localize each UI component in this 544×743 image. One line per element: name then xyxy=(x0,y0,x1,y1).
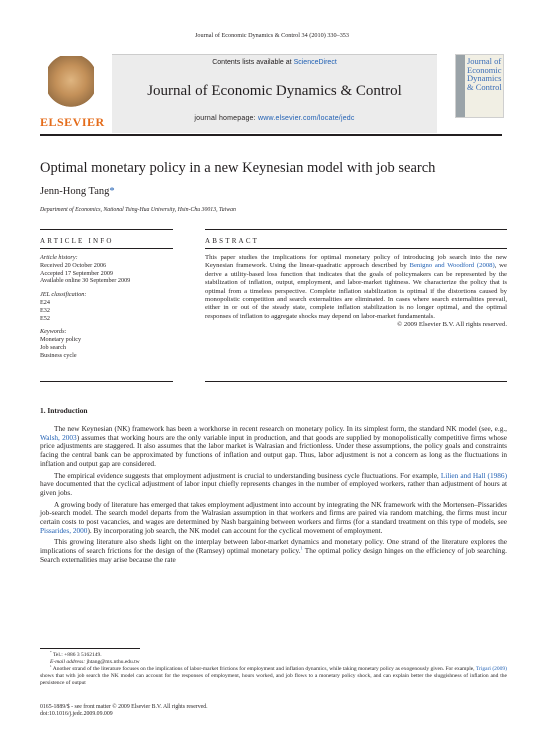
homepage-link[interactable]: www.elsevier.com/locate/jedc xyxy=(257,115,355,122)
text: This growing literature also sheds light on the interplay between labor-market dynamics and monetary policy. One strand of the literature explores the implications of search frictions for the design of the (Ramsey) optimal monetary policy. xyxy=(40,537,507,556)
text: ) assumes that working hours are the only variable input in production, and that goods are supplied by monopolistically competitive firms whose price adjustments are staggered. It also assumes that the labor market is Walrasian and frictionless. Under these assumptions, the policy goals and constraints facing the central bank can be approximated by functions of inflation and output gap. Thus, labor adjustment is not a concern as long as the fluctuations in inflation and output gap are considered. xyxy=(40,432,507,468)
text: The optimal policy design hinges on the efficiency of job searching. Search externalities may arise because the rate xyxy=(40,546,507,564)
author-line xyxy=(40,186,115,197)
footnote-star xyxy=(40,652,507,659)
journal-title: Journal of Economic Dynamics & Control xyxy=(147,83,402,99)
info-rule-bottom xyxy=(40,381,173,382)
issn-line: 0165-1889/$ - see front matter © 2009 Elsevier B.V. All rights reserved. xyxy=(40,704,208,710)
abstract-text: This paper studies the implications for optimal monetary policy of introducing job search into the new Keynesian framework. Using the linear-quadratic approach described by xyxy=(205,254,507,270)
contents-line xyxy=(112,59,437,66)
affiliation: Department of Economics, National Tsing-Hua University, Hsin-Chu 30013, Taiwan xyxy=(40,207,236,213)
author-name: Jenn-Hong Tang xyxy=(40,186,110,197)
footnotes xyxy=(40,652,507,687)
footnote-mark: 1 xyxy=(50,664,52,669)
email-address[interactable]: jhtang@mx.nthu.edu.tw xyxy=(86,659,140,665)
jel-code: E32 xyxy=(40,306,50,314)
info-rule-mid xyxy=(40,248,173,249)
citation-link[interactable]: Walsh, 2003 xyxy=(40,432,77,442)
email-label: E-mail address: xyxy=(50,659,86,665)
elsevier-tree-icon xyxy=(48,56,94,110)
introduction-body xyxy=(40,425,507,568)
footnote-rule xyxy=(40,648,140,649)
text: Another strand of the literature focuses on the implications of labor-market frictions for employment and inflation dynamics, while taking monetary policy as exogenously given. For example, xyxy=(52,666,475,672)
abstract-rule-mid xyxy=(205,248,507,249)
journal-cover-thumbnail[interactable] xyxy=(455,54,504,118)
sciencedirect-link[interactable]: ScienceDirect xyxy=(293,59,337,66)
paragraph xyxy=(40,501,507,536)
article-info-heading: ARTICLE INFO xyxy=(40,237,114,245)
footnote-1 xyxy=(40,666,507,687)
history-online: Available online 30 September 2009 xyxy=(40,277,131,285)
citation-link[interactable]: Pissarides, 2000 xyxy=(40,525,88,535)
text: shows that with job search the NK model can account for the responses of employment, hours worked, and job flows to a monetary policy shock, and can explain better the sluggishness of inflation and the persistence of output xyxy=(40,673,507,686)
text: The new Keynesian (NK) framework has been a workhorse in recent research on monetary policy. In its simplest form, the standard NK model (see, e.g., xyxy=(54,424,507,433)
keyword: Business cycle xyxy=(40,351,77,359)
text: ). By incorporating job search, the NK model can account for the cyclical movement of employment. xyxy=(87,525,383,535)
jel-code: E52 xyxy=(40,314,50,322)
history-received: Received 20 October 2006 xyxy=(40,261,107,269)
abstract-rule-top xyxy=(205,229,507,230)
history-label: Article history: xyxy=(40,254,78,261)
article-info xyxy=(40,254,173,360)
paragraph xyxy=(40,425,507,469)
history-accepted: Accepted 17 September 2009 xyxy=(40,269,114,277)
issn-block xyxy=(40,704,208,718)
jel-label: JEL classification: xyxy=(40,291,87,299)
footnote-mark: * xyxy=(50,650,52,655)
text: have documented that the cyclical adjustment of labor input chiefly represents changes in the number of employed workers, rather than adjustment of hours at given jobs. xyxy=(40,479,507,497)
abstract-copyright: © 2009 Elsevier B.V. All rights reserved. xyxy=(397,321,507,329)
masthead-rule xyxy=(40,134,502,136)
homepage-prefix: journal homepage: xyxy=(194,115,256,122)
abstract-body xyxy=(205,254,507,330)
masthead xyxy=(40,54,502,132)
masthead-banner xyxy=(112,54,437,133)
citation-link[interactable]: Trigari (2009) xyxy=(475,666,507,672)
jel-code: E24 xyxy=(40,298,50,306)
cover-band xyxy=(456,55,465,117)
text: The empirical evidence suggests that employment adjustment is crucial to understanding business cycle fluctuations. For example, xyxy=(54,470,439,480)
abstract-heading: ABSTRACT xyxy=(205,237,260,245)
section-heading-introduction: 1. Introduction xyxy=(40,406,88,415)
elsevier-logo[interactable] xyxy=(40,56,105,130)
paragraph xyxy=(40,538,507,564)
author-footnote-link[interactable]: * xyxy=(109,186,115,197)
footnote-link[interactable]: 1 xyxy=(300,545,303,551)
keywords-label: Keywords: xyxy=(40,328,67,336)
text: A growing body of literature has emerged that takes employment adjustment into account by integrating the NK framework with the Mortensen–Pissarides job-search model. The search model departs from the Walrasian assumption in that workers and firms are paired via random matching, the firms must incur certain costs to post vacancies, and wages are determined by Nash bargaining between workers and firms (for a standard treatment on this type of models, see xyxy=(40,499,507,527)
journal-reference: Journal of Economic Dynamics & Control 34 (2010) 330–353 xyxy=(195,32,349,39)
abstract-text: , we derive a utility-based loss function that indicates that the goals of policymakers can be represented by the stabilization of inflation, output, employment, and labor-market tightness. We characterize the policy that is optimal from a timeless perspective. Complete inflation stabilization is optimal if the distortions caused by monopolistic competition and search externalities are eliminated. In cases where search externalities prevail, either in or out of the steady state, complete inflation stabilization is no longer optimal, and the optimal responses of inflation to aggregate shocks may depend on labor-market fundamentals. xyxy=(205,262,507,320)
keyword: Job search xyxy=(40,343,66,351)
info-rule-top xyxy=(40,229,173,230)
cover-title: Journal of Economic Dynamics & Control xyxy=(467,56,502,92)
publisher-name: ELSEVIER xyxy=(40,115,105,129)
article-title: Optimal monetary policy in a new Keynesian model with job search xyxy=(40,160,436,176)
keyword: Monetary policy xyxy=(40,336,82,344)
contents-prefix: Contents lists available at xyxy=(212,59,292,66)
paragraph xyxy=(40,472,507,498)
citation-link[interactable]: Benigno and Woodford (2008) xyxy=(409,262,495,270)
doi-line[interactable]: doi:10.1016/j.jedc.2009.09.009 xyxy=(40,711,113,718)
telephone: Tel.: +886 3 5162149. xyxy=(52,652,102,658)
homepage-line xyxy=(112,115,437,122)
abstract-rule-bottom xyxy=(205,381,507,382)
citation-link[interactable]: Lilien and Hall (1986) xyxy=(440,470,508,480)
